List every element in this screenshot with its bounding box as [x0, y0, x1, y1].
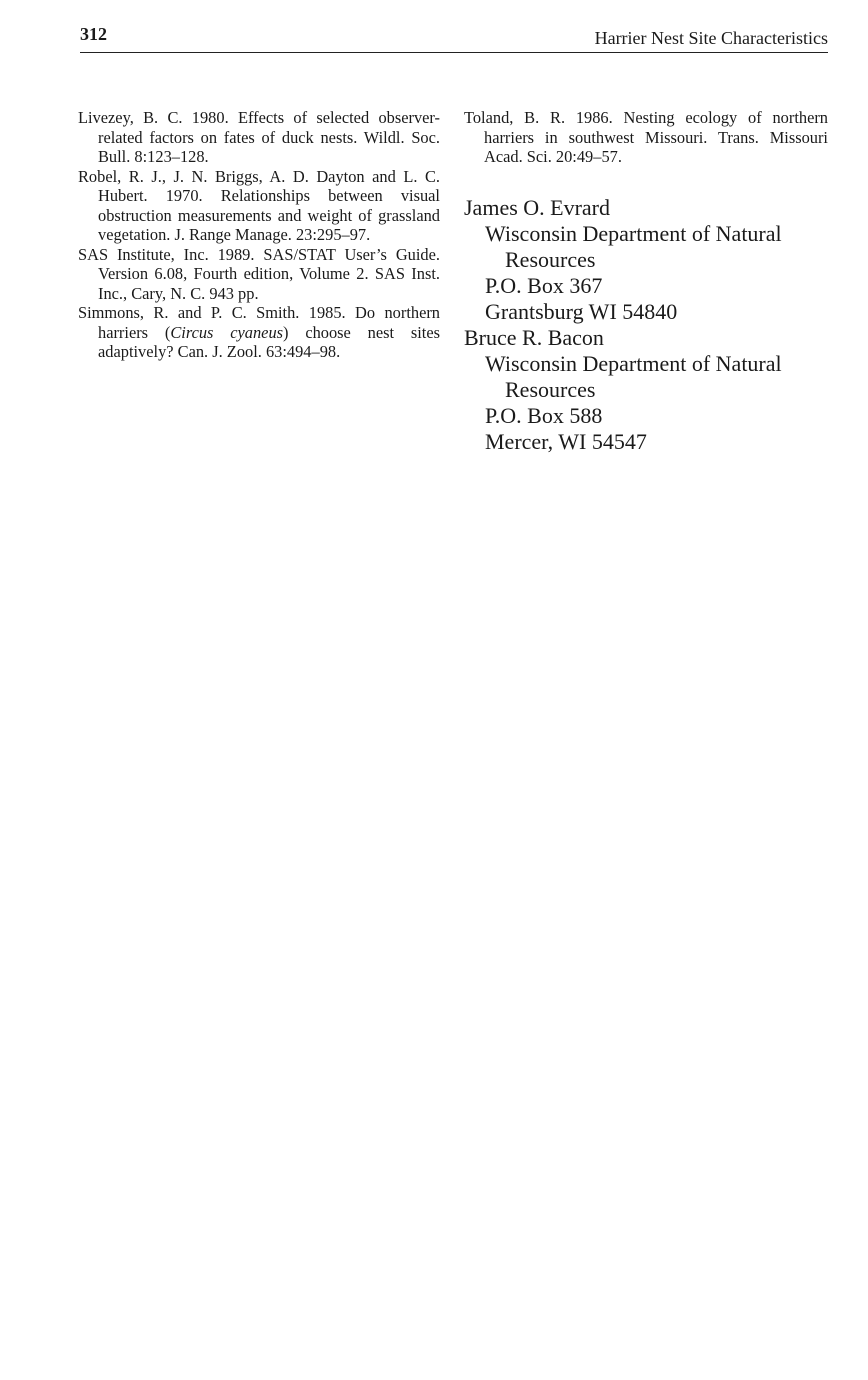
author-addresses — [464, 195, 828, 455]
left-column — [78, 108, 440, 362]
reference-text: Robel, R. J., J. N. Briggs, A. D. Dayton and L. C. Hubert. 1970. Relationships between visual obstruction measurements and weight of grassland vegetation. J. Range Manage. 23:295–97. — [78, 166, 440, 244]
reference-text: SAS Institute, Inc. 1989. SAS/STAT User’s Guide. Version 6.08, Fourth edition, Volume 2. SAS Inst. Inc., Cary, N. C. 943 pp. — [78, 244, 440, 303]
author-po-box: P.O. Box 367 — [485, 272, 603, 298]
reference-text: Toland, B. R. 1986. Nesting ecology of northern harriers in southwest Missouri. Trans. Missouri Acad. Sci. 20:49–57. — [464, 108, 828, 166]
reference-toland — [464, 108, 828, 167]
reference-livezey — [78, 108, 440, 167]
reference-text: Simmons, R. and P. C. Smith. 1985. Do northern harriers ( — [78, 303, 440, 342]
page-number: 312 — [80, 24, 107, 44]
author-affiliation: Wisconsin Department of Natural Resources — [485, 350, 782, 402]
reference-text: Livezey, B. C. 1980. Effects of selected observer-related factors on fates of duck nests. Wildl. Soc. Bull. 8:123–128. — [78, 108, 440, 166]
author-po-box: P.O. Box 588 — [485, 402, 603, 428]
author-name: James O. Evrard — [464, 194, 611, 220]
reference-simmons — [78, 303, 440, 362]
author-city: Mercer, WI 54547 — [485, 428, 647, 454]
reference-text: ) choose nest sites adaptively? Can. J. Zool. 63:494–98. — [98, 322, 441, 361]
author-city: Grantsburg WI 54840 — [485, 298, 678, 324]
right-column — [464, 108, 828, 455]
species-name: Circus cyaneus — [170, 322, 284, 342]
author-affiliation: Wisconsin Department of Natural Resources — [485, 220, 782, 272]
reference-robel — [78, 167, 440, 245]
author-name: Bruce R. Bacon — [464, 324, 604, 350]
running-title: Harrier Nest Site Characteristics — [594, 28, 828, 48]
reference-sas — [78, 245, 440, 304]
running-head — [80, 22, 828, 53]
